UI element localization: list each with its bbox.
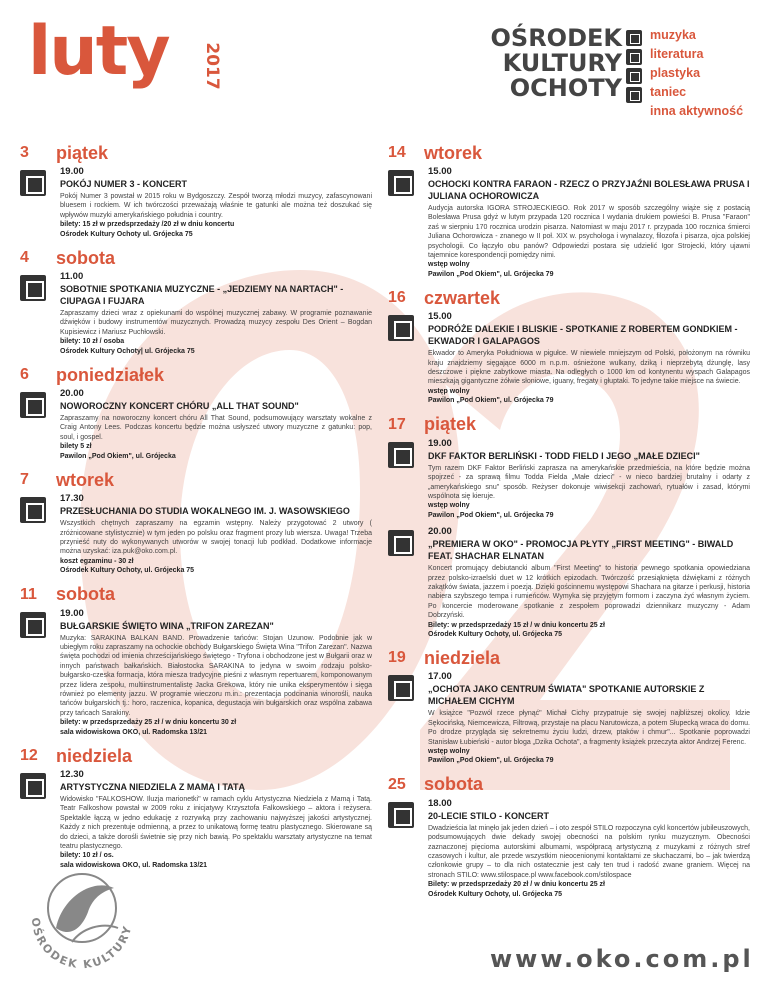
event-title: OCHOCKI KONTRA FARAON - RZECZ O PRZYJAŹNI BOLESŁAWA PRUSA I JULIANA OCHOROWICZA — [428, 179, 750, 201]
event-description: Tym razem DKF Faktor Berliński zaprasza na amerykańskie przedmieścia, na które będzie można spojrzeć - za sprawą filmu Todda Fielda „Małe dzieci" - w nieco bardziej brutalny i odarty z „amerykańskiego snu" sposób. Reżyser dokonuje wiwisekcji zachowań, rytuałów i zasad, którymi wspólnota się kieruje. — [428, 464, 750, 500]
event-info: Pawilon „Pod Okiem", ul. Grójecka — [60, 452, 176, 460]
day-heading — [388, 645, 750, 671]
music-icon — [20, 170, 46, 196]
day-number: 4 — [20, 249, 29, 267]
book-icon — [388, 315, 414, 341]
day-name: niedziela — [424, 647, 501, 668]
event-time: 11.00 — [60, 271, 84, 283]
event-info: Ośrodek Kultury Ochoty ul. Grójecka 75 — [60, 230, 193, 238]
event-item — [20, 608, 372, 737]
day-name: niedziela — [56, 745, 133, 766]
event-info: bilety: 10 zł / os. — [60, 852, 114, 860]
book-icon — [388, 675, 414, 701]
event-title: BUŁGARSKIE ŚWIĘTO WINA „TRIFON ZAREZAN" — [60, 620, 274, 631]
music-icon — [20, 392, 46, 418]
day-number: 12 — [20, 747, 38, 764]
event-time: 20.00 — [428, 526, 452, 538]
month-title: luty — [28, 12, 169, 91]
event-title: ARTYSTYCZNA NIEDZIELA Z MAMĄ I TATĄ — [60, 782, 245, 792]
event-info: Pawilon „Pod Okiem", ul. Grójecka 79 — [428, 757, 554, 765]
event-title: POKÓJ NUMER 3 - KONCERT — [60, 179, 188, 189]
event-info: wstęp wolny — [428, 502, 470, 510]
day-name: sobota — [424, 774, 484, 795]
event-title: PRZESŁUCHANIA DO STUDIA WOKALNEGO IM. J. WASOWSKIEGO — [60, 506, 350, 517]
music-note-icon — [626, 30, 642, 46]
event-time: 19.00 — [60, 607, 84, 619]
event-title: PODRÓŻE DALEKIE I BLISKIE - SPOTKANIE Z ROBERTEM GONDKIEM - EKWADOR I GALAPAGOS — [428, 324, 738, 347]
day-name: czwartek — [424, 287, 501, 308]
day-number: 19 — [388, 649, 406, 667]
event-info: Pawilon „Pod Okiem", ul. Grójecka 79 — [428, 511, 554, 519]
event-description: Ekwador to Ameryka Południowa w pigułce. W niewiele mniejszym od Polski, położonym na równiku kraju znajdziemy sięgające 6000 m n.p.m. ośnieżone wulkany, dziką i nieprzebytą dżunglę, lasy deszczowe i piękne zabytkowe miasta. Na odległych o 1000 km od kontynentu wyspach Galapagos mieszkają gigantyczne żółwie słoniowe, iguany, fregaty i głuptaki. To jedyne takie miejsce na świecie. — [428, 350, 750, 386]
event-description: Pokój Numer 3 powstał w 2015 roku w Bydgoszczy. Zespół tworzą młodzi muzycy, zafascynowani bluesem i rockiem. W ich twórczości przeważają właśnie te gatunki ale można też doszukać się wpływów muzyki amerykańskiego południa i country. — [60, 193, 372, 219]
music-icon — [20, 275, 46, 301]
org-logo — [22, 858, 142, 978]
event-info: wstęp wolny — [428, 748, 470, 755]
day-number: 6 — [20, 366, 29, 384]
day-heading — [20, 362, 372, 388]
event-info: Pawilon „Pod Okiem", ul. Grójecka 79 — [428, 270, 554, 278]
event-description: Zapraszamy na noworoczny koncert chóru All That Sound, podsumowujący warsztaty wokalne z Craig Antony Lees. Podczas koncertu będzie można usłyszeć utwory muzyczne z gatunku: pop, soul, i gospel. — [60, 415, 372, 441]
year-label: 2017 — [202, 42, 222, 90]
day-heading — [20, 245, 372, 271]
event-title: 20-LECIE STILO - KONCERT — [428, 810, 550, 821]
event-item — [20, 493, 372, 575]
discipline-icons — [626, 30, 644, 106]
day-name: poniedziałek — [56, 364, 165, 385]
event-time: 19.00 — [428, 437, 452, 449]
day-number: 17 — [388, 415, 406, 433]
right-column — [388, 140, 750, 905]
event-time: 15.00 — [428, 166, 452, 177]
event-title: DKF FAKTOR BERLIŃSKI - TODD FIELD I JEGO „MAŁE DZIECI" — [428, 450, 700, 461]
event-description: Widowisko "FALKOSHOW. Iluzja marionetki" w ramach cyklu Artystyczna Niedziela z Mamą i Tatą. Teatr Falkoshow powstał w 2009 roku z inicjatywy Krzysztofa Falkowskiego – aktora i reżysera. Spektakle łączą w jedno edukację z rozrywką przy zachowaniu najwyższej jakości artystycznej. Każdy z nich prezentuje odmienną, a przez to unikatową formę teatru plastycznego. Skierowane są do dzieci, a także dorośli świetnie się przy nich bawią. Po spektaklu warsztaty artystyczne na temat teatru plastycznego. — [60, 796, 372, 851]
event-info: Bilety: w przedsprzedaży 20 zł / w dniu koncertu 25 zł — [428, 881, 605, 889]
day-name: sobota — [56, 584, 116, 605]
day-heading — [388, 412, 750, 438]
event-item — [388, 166, 750, 279]
event-info: bilety 5 zł — [60, 443, 92, 451]
event-title: NOWOROCZNY KONCERT CHÓRU „ALL THAT SOUND" — [60, 401, 299, 412]
event-info: bilety: 10 zł / osoba — [60, 338, 125, 346]
event-item — [388, 526, 750, 639]
page-header — [0, 0, 768, 135]
day-heading — [20, 582, 372, 608]
event-info: sala widowiskowa OKO, ul. Radomska 13/21 — [60, 728, 208, 736]
event-description: Muzyka: SARAKINA BALKAN BAND. Prowadzenie tańców: Stojan Uzunow. Podobnie jak w ubiegłym roku zapraszamy na ochockie obchody Bułgarskiego Święta Wina "Trifon Zarezan". Nazwa święta pochodzi od imienia chrześcijańskiego świętego - Tryfona i obchodzone jest w Bułgarii oraz w innych państwach bałkańskich. Białostocka SARAKINA to jedyna w swoim rodzaju polsko-bułgarsko-czeska formacja, która miesza tradycyjne pieśni z własnym repertuarem, komponowanym przez lidera zespołu, multiinstrumentalistę Jacka Grekowa, który nie unika eksperymentów i sięga również po elementy jazzu. W programie wieczoru m.in.: prezentacja podcinania winorośli, nauka tańców bułgarskich tj.: horo, raczenica, kopanica, degustacja win bułgarskich oraz wspólna zabawa przy tańcach Sarakiny. — [60, 634, 372, 717]
day-heading — [388, 140, 750, 166]
event-time: 15.00 — [428, 311, 452, 323]
music-icon — [388, 802, 414, 828]
event-title: „PREMIERA W OKO" - PROMOCJA PŁYTY „FIRST MEETING" - BIWALD FEAT. SHACHAR ELNATAN — [428, 539, 734, 562]
event-time: 20.00 — [60, 388, 84, 400]
event-info: Bilety: w przedsprzedaży 15 zł / w dniu koncertu 25 zł — [428, 621, 605, 629]
event-description: Koncert promujący debiutancki album "First Meeting" to historia pewnego spotkania opowiedziana przez polsko-izraelski duet w 12 krótkich epizodach. Twórczość przesiąknięta dźwiękami z różnych zakątków świata, jazzem i poezją. Dzięki gościnnemu występowi Shachara na gitarze i perkusji, historia nabiera szybszego tempa i rumieńców. Wymyka się przyjętym formom i zaczyna żyć własnym życiem. Po koncercie moderowane spotkanie z zespołem poprowadzi dziennikarz muzyczny - Adam Dobrzyński. — [428, 565, 750, 620]
day-name: wtorek — [56, 469, 115, 490]
day-heading — [388, 285, 750, 311]
event-time: 18.00 — [428, 797, 452, 809]
brush-icon — [626, 68, 642, 84]
event-info: wstęp wolny — [428, 387, 470, 395]
book-icon — [388, 442, 414, 468]
dolphin-logo-icon — [22, 858, 142, 978]
event-info: wstęp wolny — [428, 261, 470, 269]
event-item — [388, 438, 750, 520]
event-info: Ośrodek Kultury Ochoty, ul. Grójecka 75 — [428, 890, 563, 898]
event-item — [20, 769, 372, 870]
event-description: Zapraszamy dzieci wraz z opiekunami do wspólnej muzycznej zabawy. W programie poznawanie dźwięków i budowy instrumentów muzycznych. Prowadzą muzycy zespołu Des Orient – Bogdan Kupisiewicz i Mariusz Puchłowski. — [60, 310, 372, 336]
dance-icon — [626, 87, 642, 103]
event-time: 17.30 — [60, 493, 84, 505]
event-info: sala widowiskowa OKO, ul. Radomska 13/21 — [60, 861, 208, 869]
day-number: 11 — [20, 585, 37, 603]
event-time: 19.00 — [60, 166, 84, 177]
event-item — [388, 671, 750, 765]
event-description: Dwadzieścia lat minęło jak jeden dzień – i oto zespół STILO rozpoczyna cykl koncertów jubileuszowych, podsumowujących dwie dekady swojej obecności na polskim rynku muzycznym. Obecności zaznaczonej pięcioma autorskimi albumami, współpracą artystyczną z muzykami z różnych stref czasowych i kultur, ale przede wszystkim nieocenionymi kontaktami ze słuchaczami, bo – jak twierdzą członkowie grupy – to dla nich ostatecznie jest cały ten trud i radość zwane graniem. Więcej na stronach STILO: www.stilospace.pl www.facebook.com/stilospace — [428, 824, 750, 879]
day-number: 14 — [388, 144, 406, 161]
event-description: Wszystkich chętnych zapraszamy na egzamin wstępny. Należy przygotować 2 utwory ( zróżnicowane stylistycznie) w tym jeden po polsku oraz fragment prozy lub wiersza. Uwaga! Trzeba przynieść nuty do wykonywanych utworów w swojej tonacji lub podkład. Dodatkowe informacje można uzyskać: iza.puk@oko.com.pl. — [60, 520, 372, 556]
day-number: 25 — [388, 775, 406, 793]
day-heading — [20, 467, 372, 493]
event-description: W książce "Pozwól rzece płynąć" Michał Cichy przypatruje się swojej najbliższej okolicy. Idzie Sękocińską, Niemcewicza, Filtrową, przystaje na placu Narutowicza, a potem Słupecką wraca do domu. Po drodze przygląda się sekretnemu życiu ludzi, drzew, ptaków i chmur"... Spotkanie poprowadzi Stanisław Łubieński - autor bloga „Dzika Ochota", a fragmenty książek przeczyta aktor Andrzej Ferenc. — [428, 710, 750, 746]
logo-text: OŚRODEK KULTURY — [28, 916, 135, 972]
book-icon — [626, 49, 642, 65]
discipline-list: muzyka literatura plastyka taniec inna aktywność — [650, 28, 744, 118]
event-info: Pawilon „Pod Okiem", ul. Grójecka 79 — [428, 397, 554, 405]
day-number: 3 — [20, 144, 29, 161]
theatre-icon — [20, 773, 46, 799]
event-item — [388, 798, 750, 899]
event-title: SOBOTNIE SPOTKANIA MUZYCZNE - „JEDZIEMY NA NARTACH" - CIUPAGA I FUJARA — [60, 284, 344, 307]
event-info: Ośrodek Kultury Ochoty, ul. Grójecka 75 — [60, 567, 195, 575]
event-item — [20, 166, 372, 239]
event-description: Audycja autorska IGORA STROJECKIEGO. Rok 2017 w sposób szczególny wiąże się z postacią Bolesława Prusa gdyż w lutym przypada 120 rocznica I wydania drukiem powieści B. Prusa "Faraon" zaś w sierpniu 170 rocznica urodzin pisarza. Natomiast w maju 2017 r. przypada 100 rocznica śmierci Juliana Ochorowicza - znanego w II poł. XIX w. psychologa i wynalazcy, filozofa i pisarza, ojca polskiej psychologii. Co łączyło obu panów? Odpowiedzi postara się udzielić Igor Strojecki, który ujawni tajemnice korespondencji pomiędzy nimi. — [428, 205, 750, 260]
day-heading — [20, 140, 372, 166]
day-name: sobota — [56, 247, 116, 268]
org-name: OŚRODEK KULTURY OCHOTY — [490, 24, 622, 102]
music-icon — [20, 497, 46, 523]
event-time: 12.30 — [60, 769, 84, 780]
day-number: 16 — [388, 289, 406, 307]
event-item — [20, 388, 372, 461]
event-time: 17.00 — [428, 671, 452, 683]
event-item — [20, 271, 372, 356]
book-icon — [388, 170, 414, 196]
day-heading — [20, 743, 372, 769]
day-name: wtorek — [424, 142, 483, 163]
event-info: bilety: w przedsprzedaży 25 zł / w dniu koncertu 30 zł — [60, 719, 237, 727]
event-info: bilety: 15 zł w przedsprzedaży /20 zł w dniu koncertu — [60, 221, 235, 229]
event-info: Ośrodek Kultury Ochoty| ul. Grójecka 75 — [60, 347, 195, 355]
music-icon — [20, 612, 46, 638]
event-item — [388, 311, 750, 405]
event-info: koszt egzaminu - 30 zł — [60, 557, 134, 565]
event-title: „OCHOTA JAKO CENTRUM ŚWIATA" SPOTKANIE AUTORSKIE Z MICHAŁEM CICHYM — [428, 684, 705, 707]
day-heading — [388, 772, 750, 798]
day-number: 7 — [20, 471, 29, 489]
left-column — [20, 140, 372, 876]
music-icon — [388, 530, 414, 556]
event-info: Ośrodek Kultury Ochoty, ul. Grójecka 75 — [428, 630, 563, 638]
footer-url[interactable]: www.oko.com.pl — [490, 945, 754, 973]
day-name: piątek — [424, 414, 477, 435]
day-name: piątek — [56, 142, 109, 163]
